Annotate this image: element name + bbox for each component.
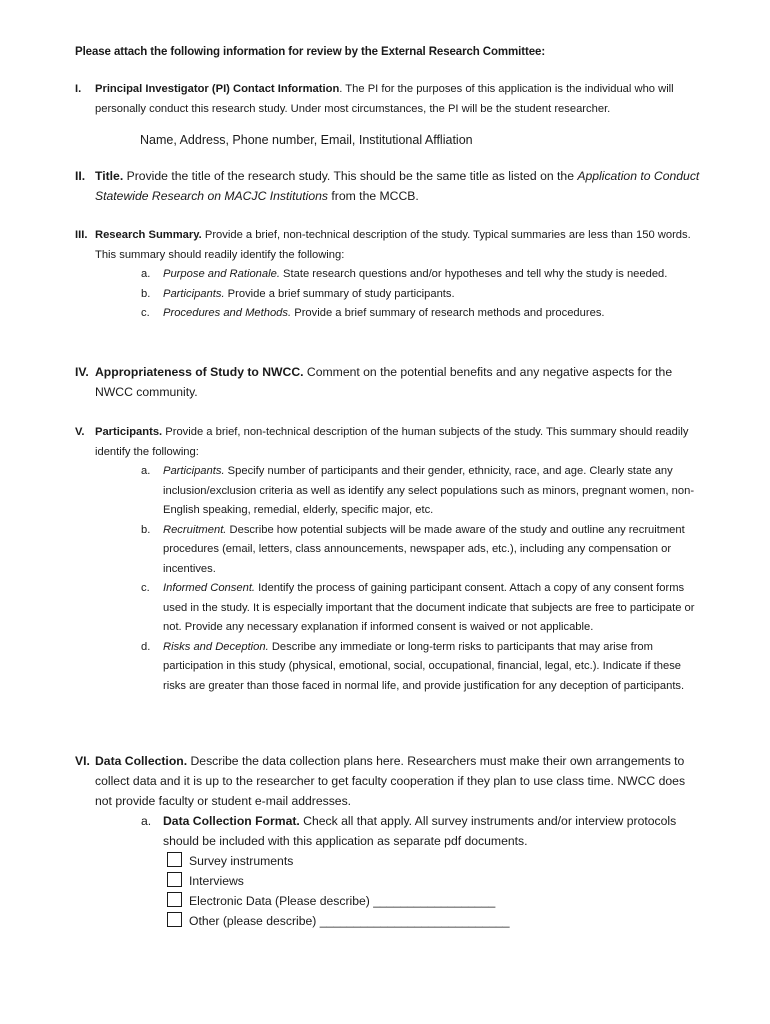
section-title: Title.: [95, 169, 124, 183]
page-header: Please attach the following information for review by the External Research Committee:: [75, 46, 546, 58]
section-text: Provide a brief, non-technical description of the human subjects of the study. This summary should readily identify the following:: [95, 426, 689, 458]
section-research-summary: [75, 226, 705, 324]
section-title: Appropriateness of Study to NWCC.: [95, 365, 304, 379]
section-title: Research Summary.: [95, 229, 202, 241]
pi-contact-fields: Name, Address, Phone number, Email, Institutional Affliation: [140, 133, 473, 147]
section-data-collection: [75, 751, 705, 931]
list-item: a. Purpose and Rationale. State research questions and/or hypotheses and tell why the study is needed.: [141, 268, 668, 280]
list-item: c. Informed Consent. Identify the process of gaining participant consent. Attach a copy of any consent forms used in the study. It is especially important that the document indicate that subjects are free to participate or not. Provide any necessary explanation if informed consent is waived or not applicable.: [141, 582, 695, 633]
other-checkbox[interactable]: [167, 912, 182, 927]
section-title: Principal Investigator (PI) Contact Information: [95, 83, 340, 95]
section-appropriateness: [75, 362, 705, 402]
section-title: Data Collection.: [95, 754, 188, 768]
section-text: Comment on the potential benefits and any negative aspects for the NWCC community.: [95, 365, 673, 399]
section-participants: [75, 423, 705, 696]
checkbox-label: Electronic Data (Please describe) __________________: [189, 894, 496, 908]
checklist-item: [167, 911, 705, 931]
section-text: . The PI for the purposes of this application is the individual who will personally conduct this research study. Under most circumstances, the PI will be the student researcher.: [95, 83, 674, 115]
interviews-checkbox[interactable]: [167, 872, 182, 887]
list-item: b. Recruitment. Describe how potential subjects will be made aware of the study and outline any recruitment procedures (email, letters, class announcements, newspaper ads, etc.), including any compensation or incentives.: [141, 523, 685, 575]
checkbox-label: Interviews: [189, 874, 244, 888]
section-text: Provide a brief, non-technical description of the study. Typical summaries are less than 150 words. This summary should readily identify the following:: [95, 229, 691, 261]
section-number: I.: [75, 83, 82, 95]
section-pi-contact: [75, 80, 705, 151]
section-number: III.: [75, 229, 88, 241]
section-number: VI.: [75, 754, 90, 768]
section-number: IV.: [75, 365, 89, 379]
list-item: b. Participants. Provide a brief summary of study participants.: [141, 287, 455, 300]
application-name: Application to Conduct Statewide Research on MACJC Institutions: [95, 169, 700, 203]
checkbox-label: Other (please describe) ____________________________: [189, 914, 510, 928]
section-text-2: from the MCCB.: [328, 189, 419, 203]
section-title-of-study: [75, 166, 705, 206]
checklist-item: [167, 891, 705, 911]
list-item: a. Participants. Specify number of participants and their gender, ethnicity, race, and age. Clearly state any inclusion/exclusion criteria as well as identify any select populations such as minors, pregnant women, non-English speaking, remedial, elderly, specific major, etc.: [141, 465, 695, 516]
checklist-item: [167, 871, 705, 891]
section-text: Describe the data collection plans here. Researchers must make their own arrangements to collect data and it is up to the researcher to get faculty cooperation if they plan to use class time. NWCC does not provide faculty or student e-mail addresses.: [95, 754, 686, 808]
section-number: V.: [75, 426, 85, 438]
section-number: II.: [75, 169, 86, 183]
list-item: a. Data Collection Format. Check all that apply. All survey instruments and/or interview protocols should be included with this application as separate pdf documents.: [141, 814, 677, 848]
survey-instruments-checkbox[interactable]: [167, 852, 182, 867]
electronic-data-checkbox[interactable]: [167, 892, 182, 907]
data-format-checklist: [167, 851, 705, 931]
checklist-item: [167, 851, 705, 871]
list-item: d. Risks and Deception. Describe any immediate or long-term risks to participants that may arise from participation in this study (physical, emotional, social, occupational, financial, legal, etc.). Indicate if these risks are greater than those faced in normal life, and provide justification for any deception of participants.: [141, 640, 685, 692]
section-title: Participants.: [95, 426, 163, 438]
checkbox-label: Survey instruments: [189, 854, 294, 868]
section-text: Provide the title of the research study. This should be the same title as listed on the: [123, 169, 578, 183]
list-item: c. Procedures and Methods. Provide a brief summary of research methods and procedures.: [141, 307, 605, 319]
